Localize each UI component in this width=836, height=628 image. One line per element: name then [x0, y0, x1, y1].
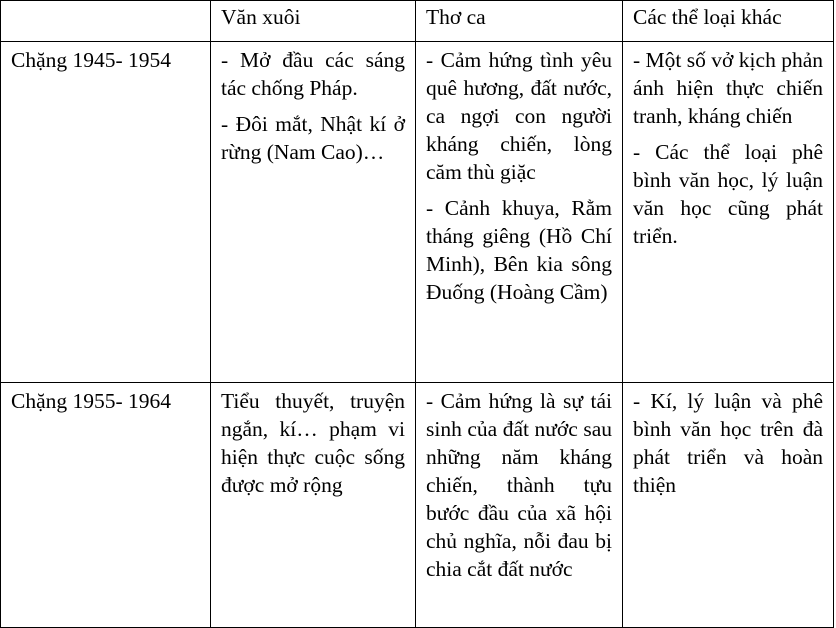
header-corner-cell — [1, 1, 211, 42]
prose-paragraph: - Mở đầu các sáng tác chống Pháp. — [221, 48, 405, 100]
prose-cell — [211, 42, 416, 383]
period-cell: Chặng 1955- 1964 — [1, 383, 211, 628]
poetry-paragraph: - Cảm hứng tình yêu quê hương, đất nước, ca ngợi con người kháng chiến, lòng căm thù giặc — [426, 48, 612, 184]
period-cell: Chặng 1945- 1954 — [1, 42, 211, 383]
other-genres-cell — [623, 42, 834, 383]
header-prose: Văn xuôi — [211, 1, 416, 42]
prose-cell — [211, 383, 416, 628]
table-row-1955-1964 — [1, 383, 834, 628]
header-row — [1, 1, 834, 42]
prose-paragraph: - Đôi mắt, Nhật kí ở rừng (Nam Cao)… — [221, 112, 405, 164]
other-paragraph: - Một số vở kịch phản ánh hiện thực chiến tranh, kháng chiến — [633, 48, 823, 128]
header-poetry: Thơ ca — [416, 1, 623, 42]
other-genres-cell — [623, 383, 834, 628]
other-paragraph: - Các thể loại phê bình văn học, lý luận văn học cũng phát triển. — [633, 140, 823, 248]
poetry-cell — [416, 383, 623, 628]
poetry-paragraph: - Cảm hứng là sự tái sinh của đất nước sau những năm kháng chiến, thành tựu bước đầu của xã hội chủ nghĩa, nỗi đau bị chia cắt đất nước — [426, 389, 612, 581]
poetry-paragraph: - Cảnh khuya, Rằm tháng giêng (Hồ Chí Minh), Bên kia sông Đuống (Hoàng Cầm) — [426, 196, 612, 304]
other-paragraph: - Kí, lý luận và phê bình văn học trên đà phát triển và hoàn thiện — [633, 389, 823, 497]
prose-paragraph: Tiểu thuyết, truyện ngắn, kí… phạm vi hiện thực cuộc sống được mở rộng — [221, 389, 405, 497]
table-row-1945-1954 — [1, 42, 834, 383]
header-other-genres: Các thể loại khác — [623, 1, 834, 42]
poetry-cell — [416, 42, 623, 383]
